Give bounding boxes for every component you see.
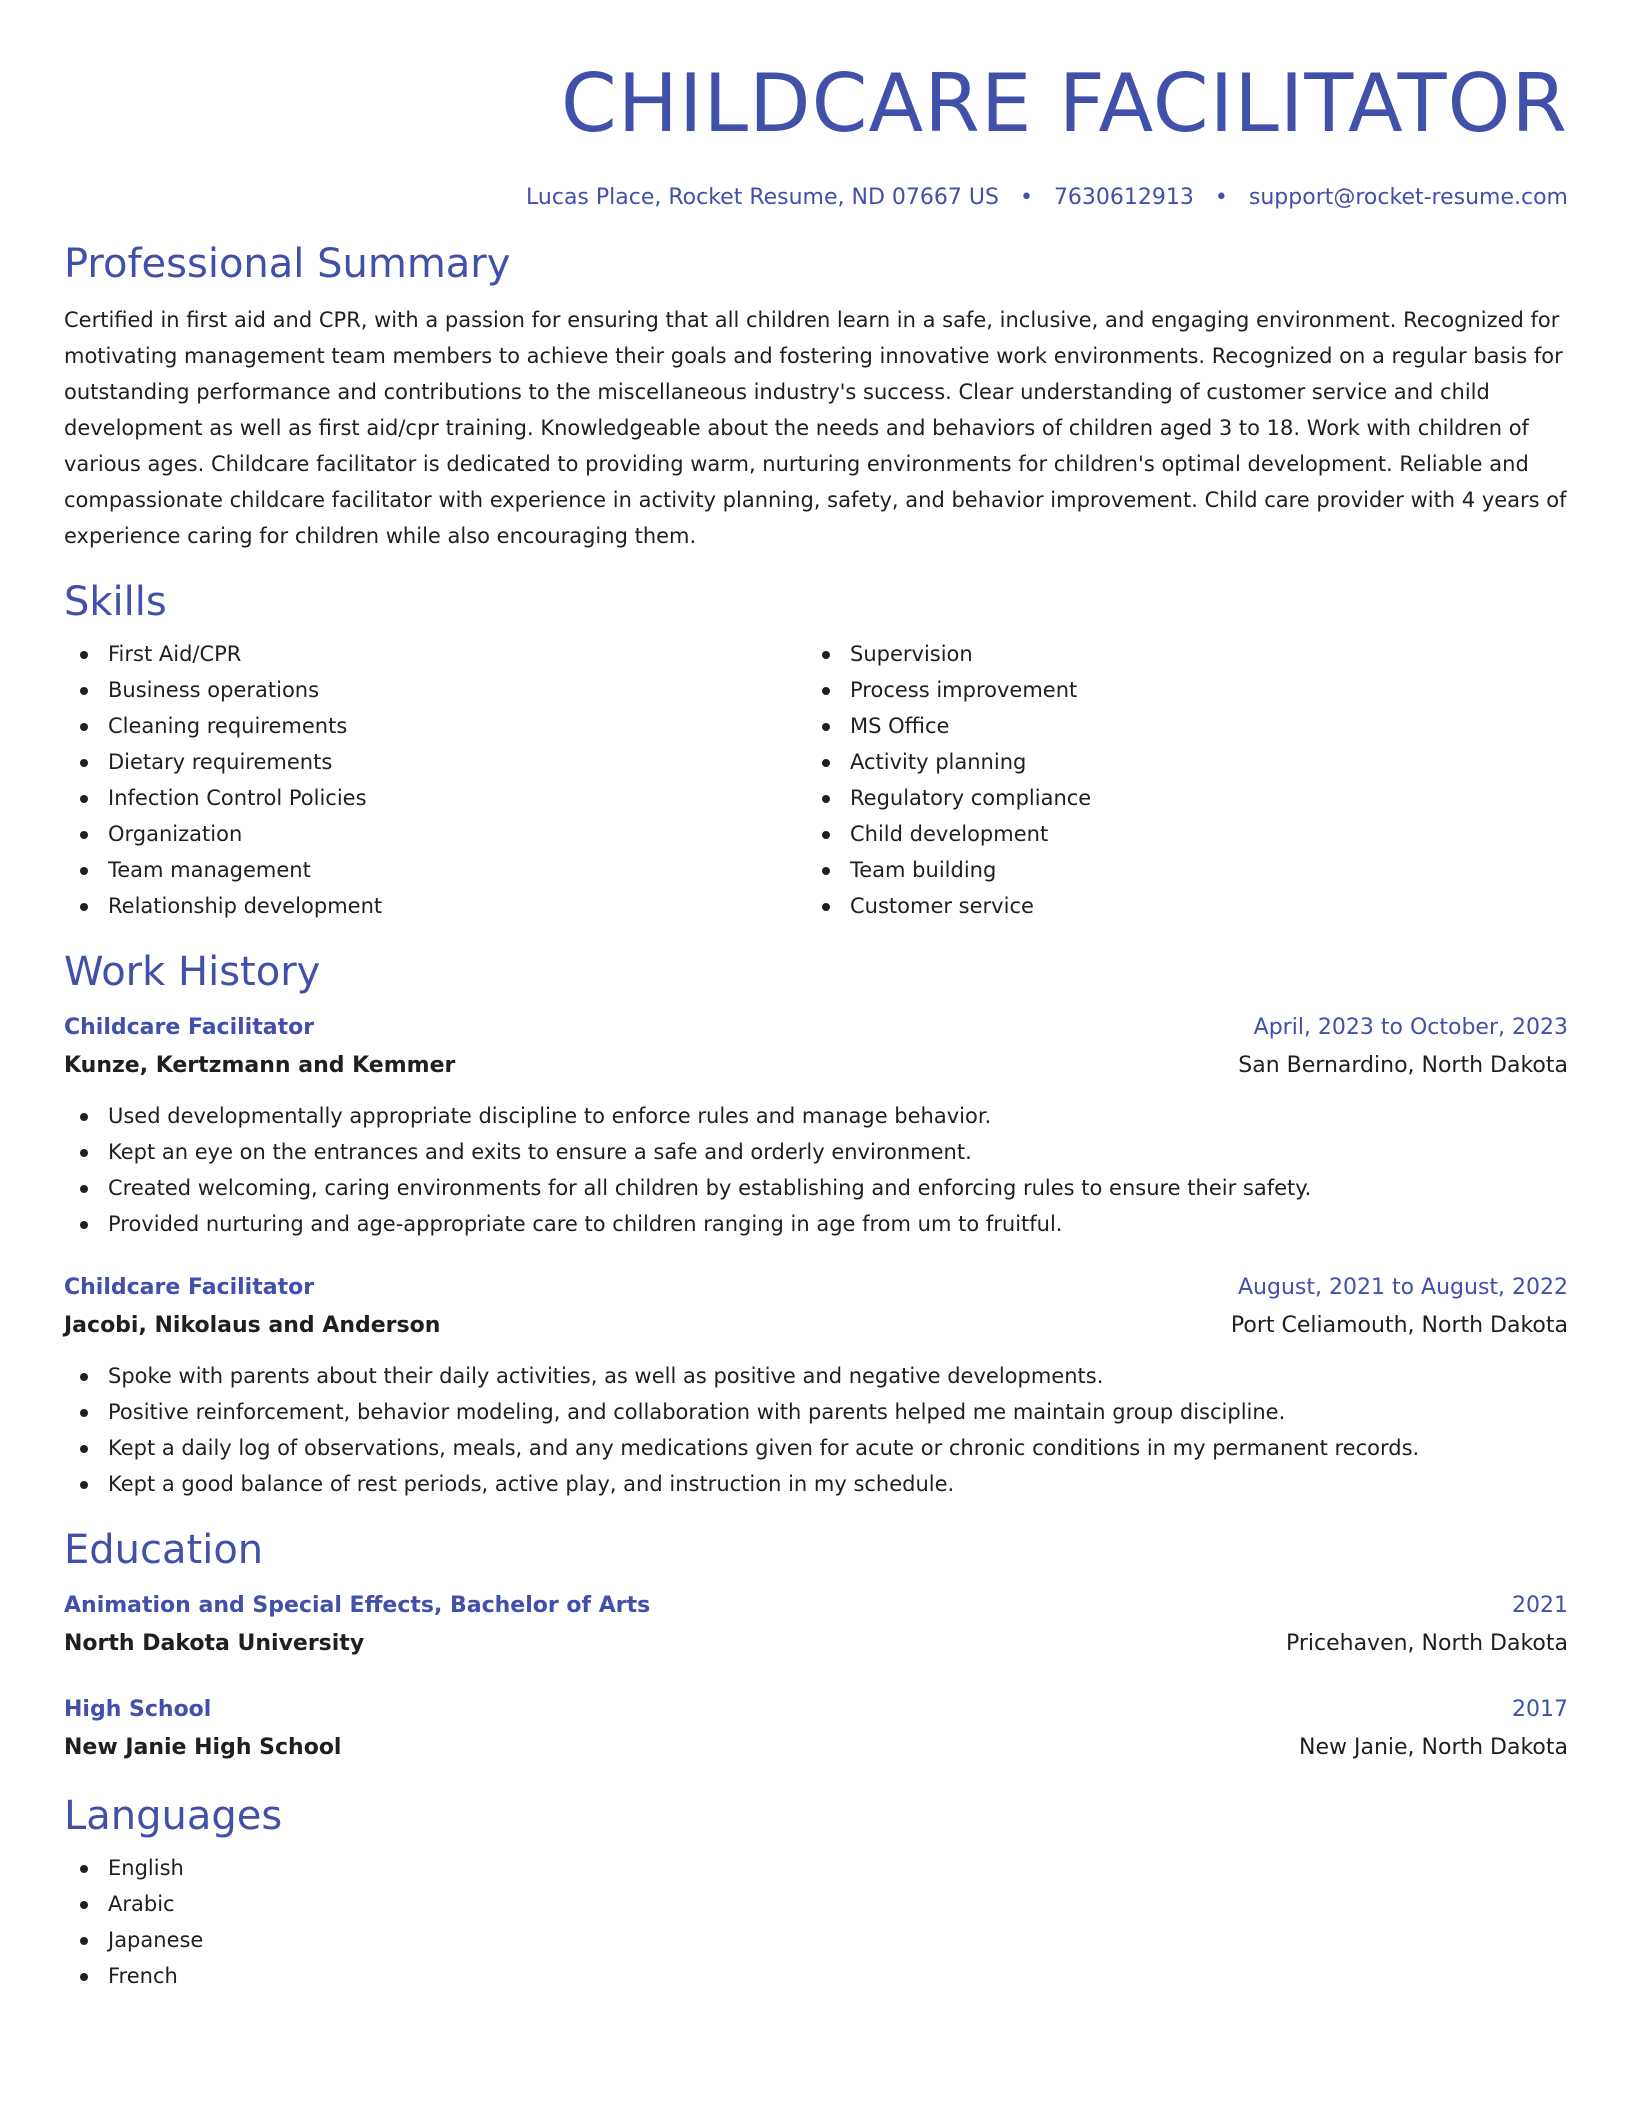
bullet-icon (80, 1409, 88, 1417)
education-location: Pricehaven, North Dakota (1285, 1631, 1568, 1656)
bullet-icon (80, 1185, 88, 1193)
bullet-icon (822, 831, 830, 839)
job-duty-item: Kept a daily log of observations, meals, and any medications given for acute or chronic conditions in my permanent records. (64, 1430, 1568, 1466)
bullet-icon (80, 1901, 88, 1909)
bullet-icon (80, 1973, 88, 1981)
education-school: North Dakota University (64, 1631, 365, 1656)
job-duty-item: Kept a good balance of rest periods, active play, and instruction in my schedule. (64, 1466, 1568, 1502)
skill-item: Supervision (806, 636, 1548, 672)
language-item: French (64, 1958, 1568, 1994)
education-school-row (64, 1728, 1568, 1768)
work-history-heading: Work History (64, 949, 321, 995)
job-location: San Bernardino, North Dakota (1238, 1053, 1568, 1078)
bullet-icon (822, 759, 830, 767)
skills-column-left (64, 636, 806, 924)
skill-item: MS Office (806, 708, 1548, 744)
job-duty-item: Used developmentally appropriate discipline to enforce rules and manage behavior. (64, 1098, 1568, 1134)
bullet-icon (822, 867, 830, 875)
skills-column-right (806, 636, 1548, 924)
skills-list-left (64, 636, 806, 924)
bullet-icon (80, 867, 88, 875)
contact-separator: • (1019, 185, 1033, 210)
skill-item: Activity planning (806, 744, 1548, 780)
education-entry (64, 1692, 1568, 1768)
bullet-icon (80, 903, 88, 911)
skill-item: Regulatory compliance (806, 780, 1548, 816)
bullet-icon (80, 1373, 88, 1381)
education-location: New Janie, North Dakota (1299, 1735, 1568, 1760)
skill-item: Business operations (64, 672, 806, 708)
job-dates: April, 2023 to October, 2023 (1253, 1015, 1568, 1040)
summary-text: Certified in first aid and CPR, with a passion for ensuring that all children learn in a safe, inclusive, and engaging environment. Recognized for motivating management team members to achieve their goals and fostering innovative work environments. Recognized on a regular basis for outstanding performance and contributions to the miscellaneous industry's success. Clear understanding of customer service and child development as well as first aid/cpr training. Knowledgeable about the needs and behaviors of children aged 3 to 18. Work with children of various ages. Childcare facilitator is dedicated to providing warm, nurturing environments for children's optimal development. Reliable and compassionate childcare facilitator with experience in activity planning, safety, and behavior improvement. Child care provider with 4 years of experience caring for children while also encouraging them. (64, 308, 1567, 548)
skill-item: Team management (64, 852, 806, 888)
education-year: 2021 (1512, 1593, 1568, 1618)
skill-item: Dietary requirements (64, 744, 806, 780)
bullet-icon (80, 795, 88, 803)
bullet-icon (80, 1865, 88, 1873)
languages-heading: Languages (64, 1793, 283, 1839)
job-company-row (64, 1306, 1568, 1346)
job-duty-item: Kept an eye on the entrances and exits to ensure a safe and orderly environment. (64, 1134, 1568, 1170)
job-duty-item: Created welcoming, caring environments for all children by establishing and enforcing rules to ensure their safety. (64, 1170, 1568, 1206)
resume-page (64, 0, 1568, 1994)
skill-item: Organization (64, 816, 806, 852)
job-title: Childcare Facilitator (64, 1275, 315, 1300)
bullet-icon (80, 1113, 88, 1121)
bullet-icon (80, 831, 88, 839)
job-company-row (64, 1046, 1568, 1086)
skill-item: Process improvement (806, 672, 1548, 708)
bullet-icon (80, 1481, 88, 1489)
job-dates: August, 2021 to August, 2022 (1238, 1275, 1568, 1300)
skill-item: Child development (806, 816, 1548, 852)
job-duties (64, 1098, 1568, 1242)
bullet-icon (822, 903, 830, 911)
bullet-icon (80, 1149, 88, 1157)
job-header-row (64, 1270, 1568, 1306)
bullet-icon (80, 1445, 88, 1453)
education-year: 2017 (1512, 1697, 1568, 1722)
job-company: Kunze, Kertzmann and Kemmer (64, 1053, 456, 1078)
education-degree: Animation and Special Effects, Bachelor of Arts (64, 1593, 651, 1618)
skill-item: Team building (806, 852, 1548, 888)
job-company: Jacobi, Nikolaus and Anderson (64, 1313, 441, 1338)
job-duty-item: Positive reinforcement, behavior modeling, and collaboration with parents helped me maintain group discipline. (64, 1394, 1568, 1430)
bullet-icon (80, 759, 88, 767)
skill-item: First Aid/CPR (64, 636, 806, 672)
education-header-row (64, 1692, 1568, 1728)
job-location: Port Celiamouth, North Dakota (1230, 1313, 1568, 1338)
skills-list-right (806, 636, 1548, 924)
contact-email: support@rocket-resume.com (1248, 185, 1568, 210)
bullet-icon (80, 1221, 88, 1229)
summary-heading: Professional Summary (64, 241, 511, 287)
contact-separator: • (1214, 185, 1228, 210)
job-entry (64, 1270, 1568, 1502)
bullet-icon (80, 723, 88, 731)
skill-item: Relationship development (64, 888, 806, 924)
bullet-icon (80, 687, 88, 695)
language-item: Arabic (64, 1886, 1568, 1922)
resume-title: CHILDCARE FACILITATOR (560, 57, 1568, 150)
skill-item: Customer service (806, 888, 1548, 924)
education-header-row (64, 1588, 1568, 1624)
bullet-icon (80, 651, 88, 659)
contact-address: Lucas Place, Rocket Resume, ND 07667 US (526, 185, 999, 210)
education-degree: High School (64, 1697, 212, 1722)
contact-line (64, 184, 1568, 212)
bullet-icon (822, 795, 830, 803)
contact-phone: 7630612913 (1053, 185, 1194, 210)
bullet-icon (822, 651, 830, 659)
job-title: Childcare Facilitator (64, 1015, 315, 1040)
language-item: Japanese (64, 1922, 1568, 1958)
job-duties (64, 1358, 1568, 1502)
education-school-row (64, 1624, 1568, 1664)
languages-list (64, 1850, 1568, 1994)
education-heading: Education (64, 1527, 264, 1573)
skills-grid (64, 636, 1568, 924)
skill-item: Cleaning requirements (64, 708, 806, 744)
skills-heading: Skills (64, 579, 167, 625)
language-item: English (64, 1850, 1568, 1886)
bullet-icon (822, 687, 830, 695)
job-duty-item: Spoke with parents about their daily activities, as well as positive and negative developments. (64, 1358, 1568, 1394)
job-entry (64, 1010, 1568, 1242)
job-duty-item: Provided nurturing and age-appropriate care to children ranging in age from um to fruitful. (64, 1206, 1568, 1242)
education-entry (64, 1588, 1568, 1664)
bullet-icon (822, 723, 830, 731)
job-header-row (64, 1010, 1568, 1046)
bullet-icon (80, 1937, 88, 1945)
skill-item: Infection Control Policies (64, 780, 806, 816)
education-school: New Janie High School (64, 1735, 342, 1760)
